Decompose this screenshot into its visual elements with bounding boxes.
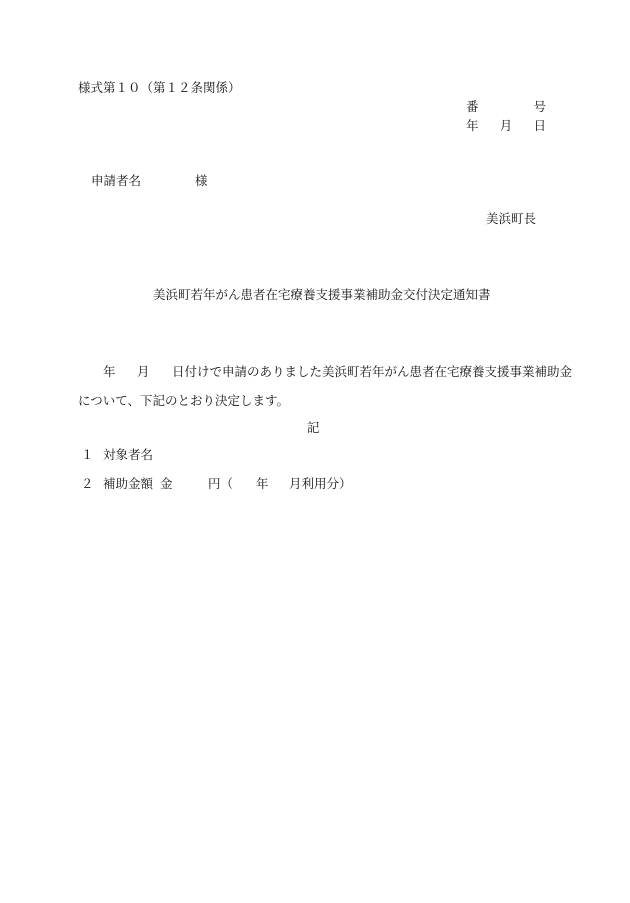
item-2-yen: 円（: [208, 476, 234, 491]
item-2-month-use: 月利用分）: [289, 476, 352, 491]
form-number: 様式第１０（第１２条関係）: [78, 80, 241, 95]
body-line2: について、下記のとおり決定します。: [78, 393, 290, 408]
item-2-number: ２: [81, 476, 94, 491]
date-month: 月: [499, 118, 513, 133]
body-line1: 日付けで申請のありました美浜町若年がん患者在宅療養支援事業補助金: [172, 364, 573, 379]
body-month: 月: [137, 364, 150, 379]
item-1-label: 対象者名: [103, 447, 154, 462]
ki-heading: 記: [307, 420, 320, 435]
document-title: 美浜町若年がん患者在宅療養支援事業補助金交付決定通知書: [153, 287, 491, 302]
number-go: 号: [533, 99, 546, 114]
item-1-number: １: [81, 447, 94, 462]
date-line: [466, 118, 546, 134]
item-2-label: 補助金額: [103, 476, 154, 491]
date-year: 年: [466, 118, 479, 133]
item-2-year: 年: [256, 476, 269, 491]
item-2-kin: 金: [160, 476, 173, 491]
issuer-name: 美浜町長: [486, 211, 537, 226]
number-ban: 番: [466, 99, 479, 114]
recipient-label: 申請者名: [91, 173, 142, 188]
recipient-honorific: 様: [195, 173, 208, 188]
body-year: 年: [103, 364, 116, 379]
date-day: 日: [533, 118, 546, 133]
number-line: [466, 99, 546, 115]
